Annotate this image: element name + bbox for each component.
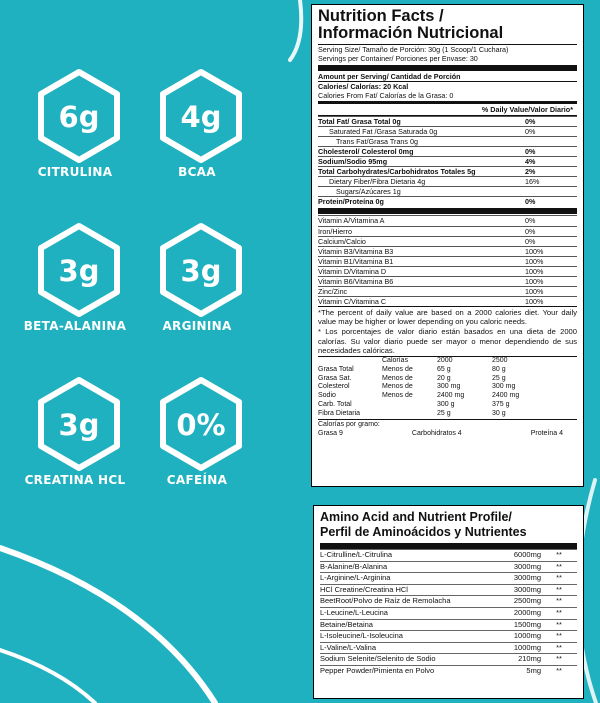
nutrient-label: Saturated Fat /Grasa Saturada 0g (329, 126, 438, 136)
nutrient-label: Total Carbohydrates/Carbohidratos Totales 5g (318, 167, 476, 177)
reference-cell: Grasa Sat. (318, 374, 352, 382)
nutrition-title-es: Información Nutricional (318, 24, 504, 42)
vitamin-label: Vitamin D/Vitamina D (318, 266, 387, 276)
amino-name: Pepper Powder/Pimienta en Polvo (320, 665, 435, 675)
amino-name: L-Citrulline/L-Citrulina (320, 550, 393, 559)
amino-name: BeetRoot/Polvo de Raíz de Remolacha (320, 596, 451, 606)
amino-row (320, 561, 577, 573)
cal-protein: Proteína 4 (530, 430, 563, 438)
vitamin-value: 0% (525, 226, 536, 236)
vitamin-label: Vitamin A/Vitamina A (318, 216, 385, 226)
amino-name: HCl Creatine/Creatina HCl (320, 584, 408, 594)
footnote-es: * Los porcentajes de valor diario están basados en una dieta de 2000 calorías. Su valor diario puede ser mayor o menor dependiendo de sus necesidades calóricas. (318, 327, 577, 355)
amino-mark: ** (556, 561, 562, 571)
amino-title: Amino Acid and Nutrient Profile/ (320, 510, 512, 524)
amino-row (320, 642, 577, 654)
vitamin-label: Vitamin B1/Vitamina B1 (318, 256, 394, 266)
footnote-en: *The percent of daily value are based on a 2000 calories diet. Your daily value may be higher or lower depending on you caloric needs. (318, 308, 577, 327)
vitamin-row (318, 296, 577, 306)
reference-cell: Carb. Total (318, 401, 352, 409)
badge-value: 3g (58, 408, 100, 442)
amino-row (320, 619, 577, 631)
amino-amount: 210mg (518, 654, 541, 664)
amino-name: L-Arginine/L-Arginina (320, 573, 391, 583)
reference-cell: 300 mg (492, 383, 516, 391)
amino-amount: 2500mg (513, 596, 541, 606)
amino-name: Sodium Selenite/Selenito de Sodio (320, 654, 436, 664)
reference-cell: 2400 mg (492, 392, 520, 400)
badge-citrulina (34, 68, 124, 164)
vitamin-value: 100% (525, 266, 544, 276)
nutrient-label: Sodium/Sodio 95mg (318, 156, 388, 166)
nutrient-label: Cholesterol/ Colesterol 0mg (318, 146, 414, 156)
vitamin-row (318, 226, 577, 236)
vitamin-label: Iron/Hierro (318, 226, 352, 236)
nutrient-label: Dietary Fiber/Fibra Dietaria 4g (329, 177, 426, 187)
reference-cell: 2500 (492, 356, 508, 364)
servings-per-container: Servings per Container/ Porciones per Envase: 30 (318, 54, 478, 64)
reference-cell (318, 357, 382, 366)
nutrient-row (318, 166, 577, 176)
reference-cell: Menos de (382, 374, 413, 382)
nutrient-value: 16% (525, 177, 540, 187)
vitamin-label: Vitamin B6/Vitamina B6 (318, 276, 394, 286)
nutrient-value: 4% (525, 156, 536, 166)
reference-cell: 65 g (437, 365, 451, 373)
amino-row (320, 549, 577, 561)
vitamin-label: Vitamin C/Vitamina C (318, 297, 387, 307)
reference-cell: 25 g (437, 410, 451, 418)
amino-mark: ** (556, 550, 562, 559)
vitamin-row (318, 246, 577, 256)
vitamin-label: Zinc/Zinc (318, 287, 348, 297)
amino-mark: ** (556, 607, 562, 617)
vitamin-value: 100% (525, 276, 544, 286)
amount-header: Amount per Serving/ Cantidad de Porción (318, 72, 461, 82)
calories-from-fat: Calories From Fat/ Calorías de la Grasa: 0 (318, 91, 454, 101)
amino-row (320, 607, 577, 619)
calories-per-gram-values (318, 429, 577, 438)
amino-name: L-Valine/L-Valina (320, 642, 377, 652)
amino-mark: ** (556, 654, 562, 664)
vitamin-label: Calcium/Calcio (318, 236, 366, 246)
badge-value: 0% (176, 408, 226, 442)
amino-amount: 3000mg (513, 573, 541, 583)
vitamin-value: 0% (525, 236, 536, 246)
amino-amount: 1500mg (513, 619, 541, 629)
nutrient-row (318, 116, 577, 126)
reference-table (318, 357, 577, 419)
badge-label: CITRULINA (37, 165, 113, 179)
cal-fat: Grasa 9 (318, 430, 343, 438)
vitamin-value: 100% (525, 297, 544, 307)
reference-cell: 300 g (437, 401, 455, 409)
amino-row (320, 572, 577, 584)
amino-profile-panel (313, 505, 584, 699)
amino-row (320, 653, 577, 665)
nutrient-row (318, 186, 577, 196)
cal-carb: Carbohidratos 4 (411, 430, 462, 438)
vitamin-row (318, 266, 577, 276)
nutrient-row (318, 196, 577, 206)
reference-cell: 375 g (492, 401, 510, 409)
reference-cell: 300 mg (437, 383, 461, 391)
nutrient-label: Sugars/Azúcares 1g (336, 187, 401, 197)
vitamin-row (318, 215, 577, 225)
amino-mark: ** (556, 619, 562, 629)
reference-cell: Menos de (382, 392, 413, 400)
vitamin-row (318, 236, 577, 246)
reference-cell: 25 g (492, 374, 506, 382)
vitamin-value: 100% (525, 246, 544, 256)
badge-label: CREATINA HCL (24, 473, 126, 487)
amino-amount: 1000mg (513, 642, 541, 652)
nutrient-row (318, 156, 577, 166)
nutrient-row (318, 136, 577, 146)
nutrient-value (525, 187, 577, 196)
vitamin-value: 100% (525, 287, 544, 297)
nutrient-label: Protein/Proteína 0g (318, 197, 384, 207)
vitamin-value: 100% (525, 256, 544, 266)
badge-bcaa (156, 68, 246, 164)
reference-cell: Colesterol (318, 383, 350, 391)
reference-cell: Fibra Dietaria (318, 410, 361, 418)
calories: Calories/ Calorías: 20 Kcal (318, 82, 409, 92)
amino-mark: ** (556, 631, 562, 641)
amino-mark: ** (556, 573, 562, 583)
reference-cell: 80 g (492, 365, 506, 373)
daily-value-header: % Daily Value/Valor Diario* (481, 105, 573, 115)
nutrient-value: 0% (525, 126, 536, 136)
amino-title-es: Perfil de Aminoácidos y Nutrientes (320, 525, 527, 539)
nutrient-row (318, 176, 577, 186)
amino-row (320, 630, 577, 642)
badge-label: BETA-ALANINA (23, 319, 127, 333)
reference-cell: Sodio (318, 392, 336, 400)
nutrient-value: 0% (525, 116, 536, 126)
vitamin-row (318, 256, 577, 266)
badge-cafe-na (156, 376, 246, 472)
reference-cell: 30 g (492, 410, 506, 418)
badge-value: 3g (180, 254, 222, 288)
amino-mark: ** (556, 642, 562, 652)
amino-amount: 6000mg (513, 550, 541, 559)
vitamin-row (318, 276, 577, 286)
reference-cell: Menos de (382, 365, 413, 373)
vitamin-row (318, 286, 577, 296)
nutrient-label: Total Fat/ Grasa Total 0g (318, 116, 401, 126)
badge-beta-alanina (34, 222, 124, 318)
amino-row (320, 584, 577, 596)
vitamin-label: Vitamin B3/Vitamina B3 (318, 246, 394, 256)
reference-cell: Grasa Total (318, 365, 354, 373)
calories-per-gram: Calorías por gramo: (318, 421, 380, 429)
nutrient-row (318, 146, 577, 156)
reference-cell: 2000 (437, 356, 453, 364)
amino-amount: 2000mg (513, 607, 541, 617)
nutrient-value: 2% (525, 167, 536, 177)
amino-name: L-Isoleucine/L-Isoleucina (320, 631, 403, 641)
nutrient-value: 0% (525, 146, 536, 156)
serving-size: Serving Size/ Tamaño de Porción: 30g (1 Scoop/1 Cuchara) (318, 45, 509, 54)
nutrition-title: Nutrition Facts / (318, 7, 444, 25)
badge-label: ARGININA (162, 319, 232, 333)
badge-creatina-hcl (34, 376, 124, 472)
reference-cell: 20 g (437, 374, 451, 382)
nutrient-value (525, 137, 577, 146)
badge-value: 3g (58, 254, 100, 288)
amino-amount: 3000mg (513, 584, 541, 594)
reference-cell: Menos de (382, 383, 413, 391)
reference-cell (382, 401, 437, 410)
badge-value: 4g (180, 100, 222, 134)
badge-label: BCAA (178, 165, 216, 179)
reference-cell (382, 410, 437, 419)
amino-mark: ** (556, 665, 562, 675)
reference-cell: 2400 mg (437, 392, 465, 400)
badge-label: CAFEÍNA (166, 473, 228, 487)
amino-mark: ** (556, 584, 562, 594)
amino-amount: 5mg (526, 665, 541, 675)
nutrient-value: 0% (525, 197, 536, 207)
nutrient-label: Trans Fat/Grasa Trans 0g (336, 136, 419, 146)
nutrient-row (318, 126, 577, 136)
vitamin-value: 0% (525, 216, 536, 226)
amino-row (320, 665, 577, 677)
badge-arginina (156, 222, 246, 318)
amino-amount: 1000mg (513, 631, 541, 641)
nutrition-facts-panel (311, 4, 584, 487)
amino-name: Betaine/Betaina (320, 619, 373, 629)
amino-name: L-Leucine/L-Leucina (320, 607, 388, 617)
reference-cell: Calorías (382, 356, 409, 364)
amino-mark: ** (556, 596, 562, 606)
amino-amount: 3000mg (513, 561, 541, 571)
amino-name: B-Alanine/B-Alanina (320, 561, 388, 571)
amino-row (320, 595, 577, 607)
badge-value: 6g (58, 100, 100, 134)
